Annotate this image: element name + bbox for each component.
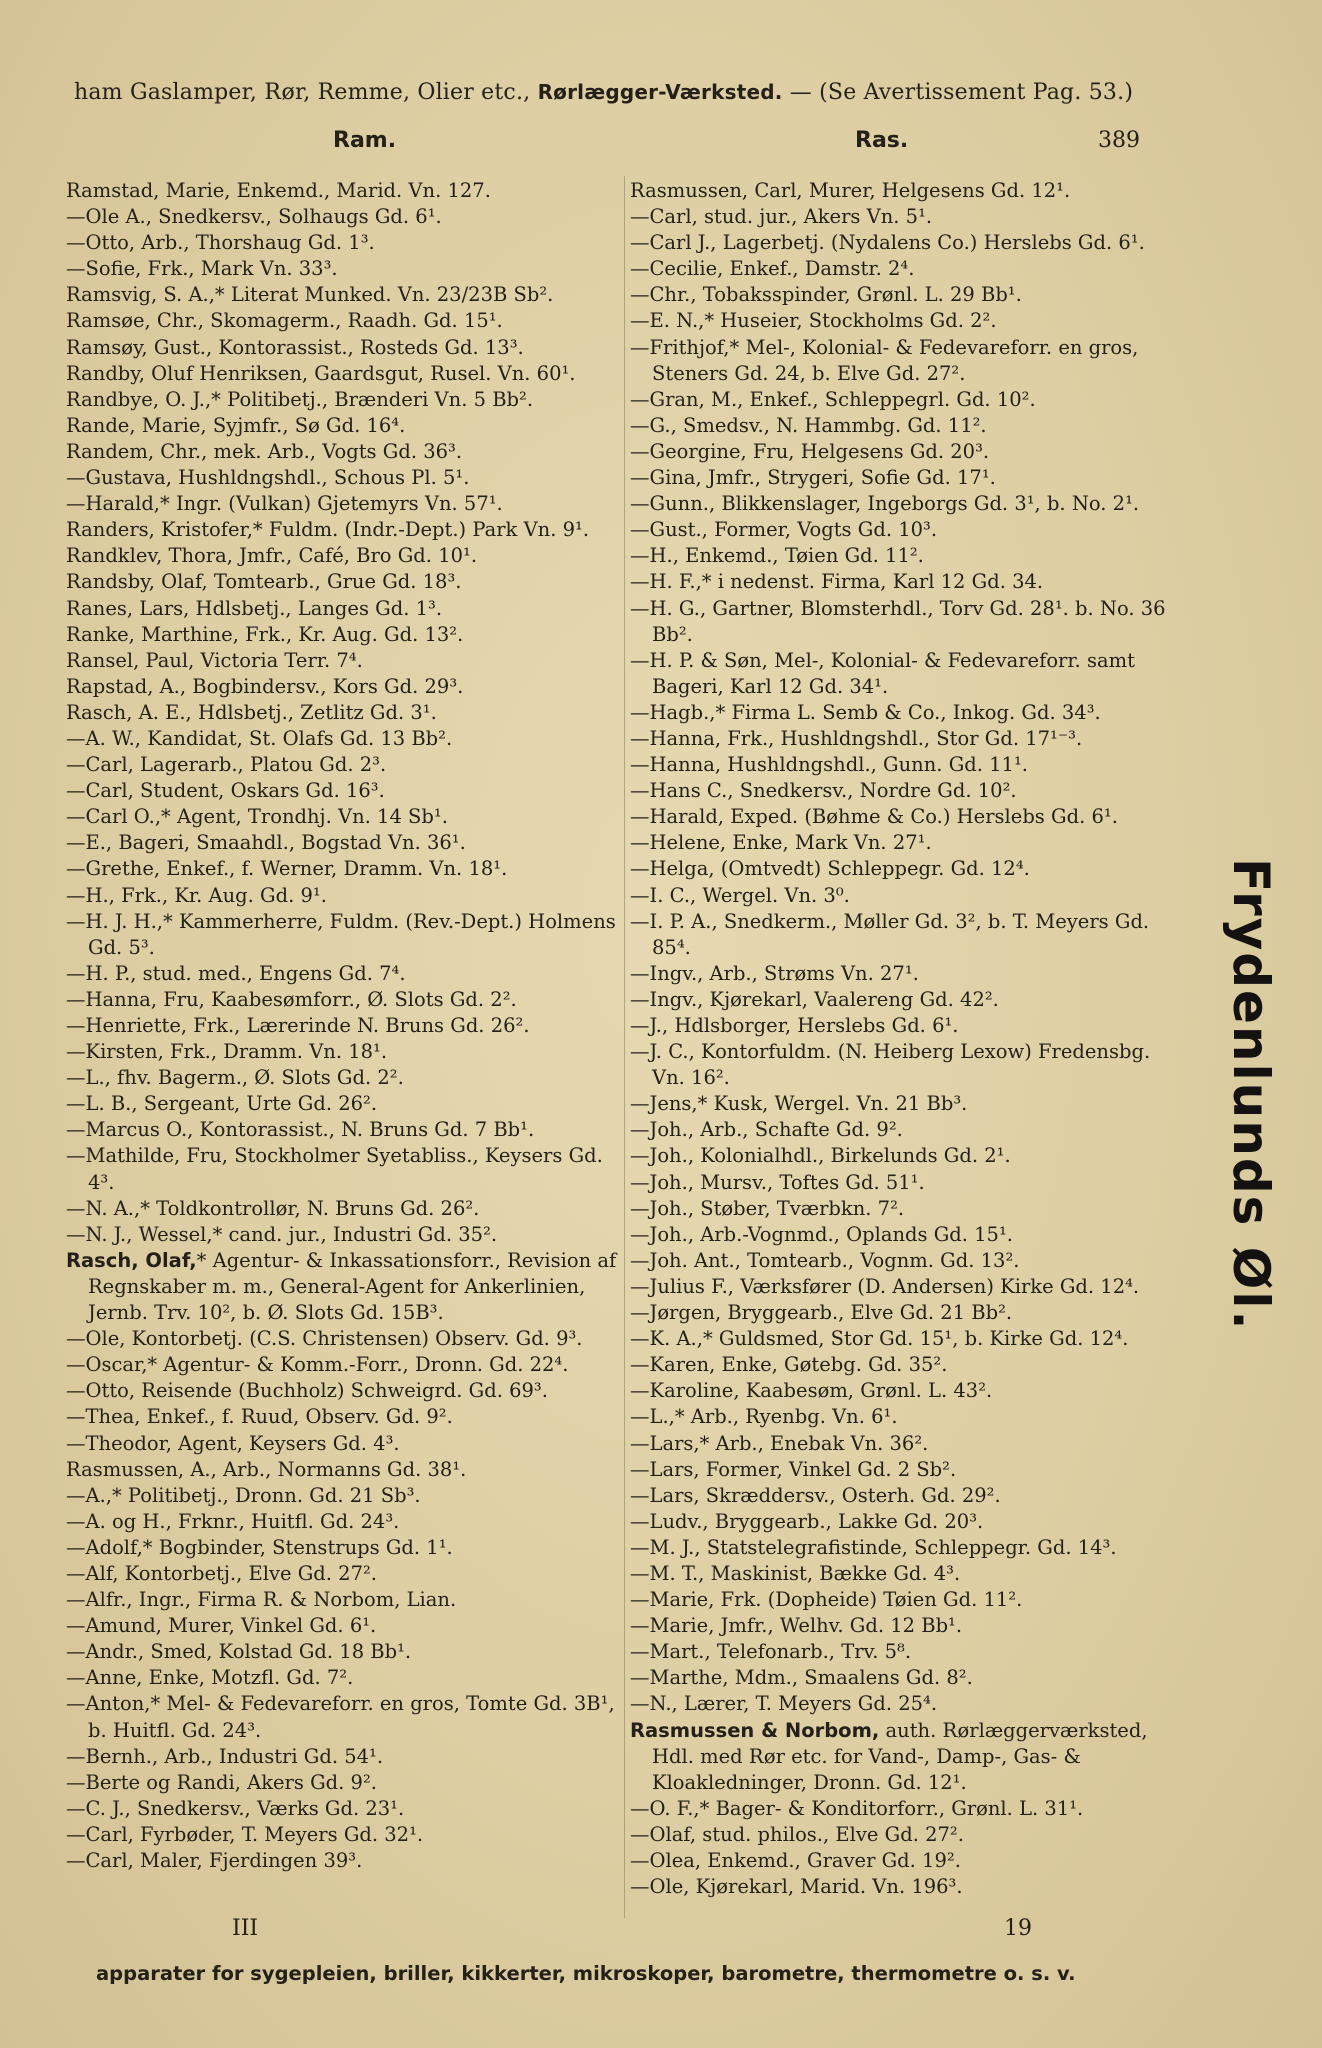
directory-entry: —Adolf,* Bogbinder, Stenstrups Gd. 1¹. <box>66 1535 453 1559</box>
directory-entry: —L., fhv. Bagerm., Ø. Slots Gd. 2². <box>66 1066 404 1090</box>
directory-entry: —Henriette, Frk., Lærerinde N. Bruns Gd. 26². <box>66 1014 530 1037</box>
directory-entry: —G., Smedsv., N. Hammbg. Gd. 11². <box>630 413 987 437</box>
directory-entry: —H. J. H.,* Kammerherre, Fuldm. (Rev.-Dept.) Holmens Gd. 5³. <box>66 909 616 959</box>
directory-entry: —Joh., Arb.-Vognmd., Oplands Gd. 15¹. <box>630 1222 1013 1246</box>
directory-entry: —A. W., Kandidat, St. Olafs Gd. 13 Bb². <box>66 726 453 750</box>
directory-entry: —Carl, Maler, Fjerdingen 39³. <box>66 1849 363 1872</box>
banner-bold: Rørlægger-Værksted. <box>537 80 783 104</box>
directory-entry: —Gust., Former, Vogts Gd. 10³. <box>630 518 938 542</box>
footer-right: 19 <box>1004 1916 1032 1941</box>
directory-entry: —Sofie, Frk., Mark Vn. 33³. <box>66 257 338 281</box>
directory-entry: —Helga, (Omtvedt) Schleppegr. Gd. 12⁴. <box>630 857 1030 881</box>
directory-entry: —H. F.,* i nedenst. Firma, Karl 12 Gd. 34. <box>630 570 1044 594</box>
directory-entry: Randem, Chr., mek. Arb., Vogts Gd. 36³. <box>66 439 463 463</box>
directory-entry: —Lars, Skræddersv., Osterh. Gd. 29². <box>630 1483 1001 1507</box>
directory-entry: —N. A.,* Toldkontrollør, N. Bruns Gd. 26². <box>66 1196 480 1220</box>
directory-entry: —C. J., Snedkersv., Værks Gd. 23¹. <box>66 1796 405 1820</box>
directory-entry: —Hanna, Frk., Hushldngshdl., Stor Gd. 17¹⁻³. <box>630 726 1083 750</box>
directory-entry: Ransel, Paul, Victoria Terr. 7⁴. <box>66 648 363 672</box>
directory-entry: Ramstad, Marie, Enkemd., Marid. Vn. 127. <box>66 179 491 202</box>
directory-entry: —L.,* Arb., Ryenbg. Vn. 6¹. <box>630 1405 898 1429</box>
directory-entry: —Jens,* Kusk, Wergel. Vn. 21 Bb³. <box>630 1092 968 1116</box>
directory-entry: —Hanna, Fru, Kaabesømforr., Ø. Slots Gd. 2². <box>66 987 517 1011</box>
directory-entry: —Anne, Enke, Motzfl. Gd. 7². <box>66 1666 354 1690</box>
directory-entry: —Carl O.,* Agent, Trondhj. Vn. 14 Sb¹. <box>66 805 448 829</box>
directory-entry: —H., Enkemd., Tøien Gd. 11². <box>630 544 924 568</box>
header-right-keyword: Ras. <box>855 128 909 153</box>
directory-entry: —Berte og Randi, Akers Gd. 9². <box>66 1770 377 1794</box>
directory-entry: Ramsøy, Gust., Kontorassist., Rosteds Gd. 13³. <box>66 335 524 359</box>
directory-entry: Rasmussen, A., Arb., Normanns Gd. 38¹. <box>66 1457 467 1481</box>
directory-entry: —Ole, Kontorbetj. (C.S. Christensen) Observ. Gd. 9³. <box>66 1327 583 1351</box>
directory-entry: Ramsvig, S. A.,* Literat Munked. Vn. 23/23B Sb². <box>66 283 554 307</box>
directory-entry: —Carl, stud. jur., Akers Vn. 5¹. <box>630 205 933 229</box>
directory-entry: —H., Frk., Kr. Aug. Gd. 9¹. <box>66 883 327 907</box>
directory-entry: Rande, Marie, Syjmfr., Sø Gd. 16⁴. <box>66 413 406 437</box>
directory-entry: Randklev, Thora, Jmfr., Café, Bro Gd. 10¹. <box>66 544 478 568</box>
directory-entry: —Alfr., Ingr., Firma R. & Norbom, Lian. <box>66 1588 457 1612</box>
directory-entry: —Cecilie, Enkef., Damstr. 2⁴. <box>630 257 915 281</box>
directory-entry: —Ludv., Bryggearb., Lakke Gd. 20³. <box>630 1509 984 1533</box>
directory-entry: —Mart., Telefonarb., Trv. 5⁸. <box>630 1640 912 1664</box>
directory-entry: —Kirsten, Frk., Dramm. Vn. 18¹. <box>66 1040 388 1064</box>
directory-entry: —Olaf, stud. philos., Elve Gd. 27². <box>630 1822 964 1846</box>
directory-entry: —Ole, Kjørekarl, Marid. Vn. 196³. <box>630 1875 963 1899</box>
directory-entry: —Karen, Enke, Gøtebg. Gd. 35². <box>630 1353 948 1377</box>
entry-text: auth. Rørlæggerværksted, Hdl. med Rør etc. for Vand-, Damp-, Gas- & Kloakledninger, Dronn. Gd. 12¹. <box>652 1718 1148 1794</box>
directory-entry: —N., Lærer, T. Meyers Gd. 25⁴. <box>630 1692 938 1716</box>
directory-entry: —N. J., Wessel,* cand. jur., Industri Gd. 35². <box>66 1222 498 1246</box>
directory-entry: Randsby, Olaf, Tomtearb., Grue Gd. 18³. <box>66 570 462 594</box>
directory-entry: —J., Hdlsborger, Herslebs Gd. 6¹. <box>630 1014 959 1037</box>
directory-entry: —Ingv., Kjørekarl, Vaalereng Gd. 42². <box>630 987 999 1011</box>
directory-entry: Rapstad, A., Bogbindersv., Kors Gd. 29³. <box>66 674 464 698</box>
directory-entry: —Ingv., Arb., Strøms Vn. 27¹. <box>630 961 919 985</box>
banner-prefix: ham Gaslamper, Rør, Remme, Olier etc., <box>74 80 531 105</box>
directory-entry: —Mathilde, Fru, Stockholmer Syetabliss., Keysers Gd. 4³. <box>66 1144 603 1194</box>
directory-entry: —Joh., Kolonialhdl., Birkelunds Gd. 2¹. <box>630 1144 1011 1168</box>
page-number: 389 <box>1098 128 1140 153</box>
directory-entry: —Hagb.,* Firma L. Semb & Co., Inkog. Gd. 34³. <box>630 700 1101 724</box>
side-advertisement: Frydenlunds Øl. <box>1222 858 1280 1332</box>
directory-entry: —J. C., Kontorfuldm. (N. Heiberg Lexow) Fredensbg. Vn. 16². <box>630 1040 1151 1090</box>
directory-entry: —Helene, Enke, Mark Vn. 27¹. <box>630 831 932 855</box>
directory-entry: —Andr., Smed, Kolstad Gd. 18 Bb¹. <box>66 1640 412 1664</box>
directory-entry-bold <box>66 1248 626 1326</box>
directory-entry: —Karoline, Kaabesøm, Grønl. L. 43². <box>630 1379 993 1403</box>
directory-entry: —K. A.,* Guldsmed, Stor Gd. 15¹, b. Kirke Gd. 12⁴. <box>630 1327 1129 1351</box>
directory-entry: —H. P. & Søn, Mel-, Kolonial- & Fedevareforr. samt Bageri, Karl 12 Gd. 34¹. <box>630 648 1135 698</box>
directory-entry: —Jørgen, Bryggearb., Elve Gd. 21 Bb². <box>630 1301 1013 1325</box>
entry-name: Rasmussen & Norbom, <box>630 1718 880 1742</box>
directory-entry: —M. J., Statstelegrafistinde, Schleppegr. Gd. 14³. <box>630 1535 1117 1559</box>
directory-entry: —H. P., stud. med., Engens Gd. 7⁴. <box>66 961 406 985</box>
directory-entry: —Thea, Enkef., f. Ruud, Observ. Gd. 9². <box>66 1405 453 1429</box>
directory-entry: —Carl, Fyrbøder, T. Meyers Gd. 32¹. <box>66 1822 424 1846</box>
directory-entry: —Joh., Støber, Tværbkn. 7². <box>630 1196 905 1220</box>
directory-entry: —L. B., Sergeant, Urte Gd. 26². <box>66 1092 378 1116</box>
directory-entry: —Marcus O., Kontorassist., N. Bruns Gd. 7 Bb¹. <box>66 1118 535 1142</box>
directory-entry: —A. og H., Frknr., Huitfl. Gd. 24³. <box>66 1509 400 1533</box>
directory-entry: —Marthe, Mdm., Smaalens Gd. 8². <box>630 1666 973 1690</box>
right-column <box>630 178 1182 1900</box>
column-divider <box>624 176 625 1918</box>
directory-entry: Rasmussen, Carl, Murer, Helgesens Gd. 12¹. <box>630 179 1071 202</box>
directory-entry: —Grethe, Enkef., f. Werner, Dramm. Vn. 18¹. <box>66 857 508 881</box>
directory-entry: —Hanna, Hushldngshdl., Gunn. Gd. 11¹. <box>630 753 1028 777</box>
directory-entry: —Frithjof,* Mel-, Kolonial- & Fedevareforr. en gros, Steners Gd. 24, b. Elve Gd. 27². <box>630 335 1139 385</box>
directory-entry: —Marie, Frk. (Dopheide) Tøien Gd. 11². <box>630 1588 1023 1612</box>
directory-entry-bold <box>630 1718 1182 1796</box>
directory-entry: —E., Bageri, Smaahdl., Bogstad Vn. 36¹. <box>66 831 466 855</box>
header-left-keyword: Ram. <box>333 128 397 153</box>
entry-name: Rasch, Olaf, <box>66 1248 197 1272</box>
directory-entry: —M. T., Maskinist, Bække Gd. 4³. <box>630 1561 961 1585</box>
directory-entry: —Carl, Student, Oskars Gd. 16³. <box>66 779 385 803</box>
directory-entry: —Joh. Ant., Tomtearb., Vognm. Gd. 13². <box>630 1248 1020 1272</box>
footer-left: III <box>232 1916 259 1941</box>
directory-entry: —I. C., Wergel. Vn. 3⁰. <box>630 883 850 907</box>
directory-entry: —Georgine, Fru, Helgesens Gd. 20³. <box>630 439 990 463</box>
directory-entry: —Lars,* Arb., Enebak Vn. 36². <box>630 1431 929 1455</box>
directory-entry: —Theodor, Agent, Keysers Gd. 4³. <box>66 1431 400 1455</box>
directory-entry: Randbye, O. J.,* Politibetj., Brænderi Vn. 5 Bb². <box>66 387 534 411</box>
directory-entry: Randers, Kristofer,* Fuldm. (Indr.-Dept.) Park Vn. 9¹. <box>66 518 590 542</box>
directory-entry: —Carl, Lagerarb., Platou Gd. 2³. <box>66 753 387 777</box>
directory-entry: Rasch, A. E., Hdlsbetj., Zetlitz Gd. 3¹. <box>66 700 437 724</box>
directory-entry: —Harald,* Ingr. (Vulkan) Gjetemyrs Vn. 57¹. <box>66 492 503 516</box>
directory-entry: —Gran, M., Enkef., Schleppegrl. Gd. 10². <box>630 387 1036 411</box>
directory-entry: —I. P. A., Snedkerm., Møller Gd. 3², b. T. Meyers Gd. 85⁴. <box>630 909 1150 959</box>
directory-entry: —Hans C., Snedkersv., Nordre Gd. 10². <box>630 779 1017 803</box>
directory-entry: —Carl J., Lagerbetj. (Nydalens Co.) Herslebs Gd. 6¹. <box>630 231 1145 255</box>
directory-entry: Ranke, Marthine, Frk., Kr. Aug. Gd. 13². <box>66 622 464 646</box>
directory-entry: —Marie, Jmfr., Welhv. Gd. 12 Bb¹. <box>630 1614 963 1638</box>
entry-text: * Agentur- & Inkassationsforr., Revision af Regnskaber m. m., General-Agent for Ankerlinien, Jernb. Trv. 10², b. Ø. Slots Gd. 15B³. <box>88 1248 617 1325</box>
directory-entry: —Amund, Murer, Vinkel Gd. 6¹. <box>66 1614 377 1638</box>
directory-entry: —Oscar,* Agentur- & Komm.-Forr., Dronn. Gd. 22⁴. <box>66 1353 569 1377</box>
directory-entry: —Gunn., Blikkenslager, Ingeborgs Gd. 3¹, b. No. 2¹. <box>630 492 1140 516</box>
directory-entry: —Alf, Kontorbetj., Elve Gd. 27². <box>66 1561 377 1585</box>
banner-suffix: — (Se Avertissement Pag. 53.) <box>789 80 1134 105</box>
directory-entry: —Bernh., Arb., Industri Gd. 54¹. <box>66 1744 384 1768</box>
directory-entry: —Joh., Mursv., Toftes Gd. 51¹. <box>630 1170 925 1194</box>
directory-entry: —Ole A., Snedkersv., Solhaugs Gd. 6¹. <box>66 205 442 229</box>
directory-entry: —Harald, Exped. (Bøhme & Co.) Herslebs Gd. 6¹. <box>630 805 1118 829</box>
directory-entry: Ramsøe, Chr., Skomagerm., Raadh. Gd. 15¹. <box>66 309 503 333</box>
directory-entry: —Gustava, Hushldngshdl., Schous Pl. 5¹. <box>66 466 470 490</box>
bottom-advertisement-banner: apparater for sygepleien, briller, kikkerter, mikroskoper, barometre, thermometre o. s. v. <box>96 1962 1076 1985</box>
left-column <box>66 178 626 1874</box>
directory-entry: —Olea, Enkemd., Graver Gd. 19². <box>630 1849 961 1872</box>
directory-entry: Ranes, Lars, Hdlsbetj., Langes Gd. 1³. <box>66 596 443 620</box>
directory-entry: —Julius F., Værksfører (D. Andersen) Kirke Gd. 12⁴. <box>630 1274 1140 1298</box>
directory-entry: —Anton,* Mel- & Fedevareforr. en gros, Tomte Gd. 3B¹, b. Huitfl. Gd. 24³. <box>66 1692 615 1742</box>
directory-entry: Randby, Oluf Henriksen, Gaardsgut, Rusel. Vn. 60¹. <box>66 361 576 385</box>
top-advertisement-banner <box>74 80 1184 105</box>
directory-entry: —O. F.,* Bager- & Konditorforr., Grønl. L. 31¹. <box>630 1796 1084 1820</box>
directory-entry: —Gina, Jmfr., Strygeri, Sofie Gd. 17¹. <box>630 466 996 490</box>
directory-entry: —Otto, Reisende (Buchholz) Schweigrd. Gd. 69³. <box>66 1379 548 1403</box>
directory-entry: —H. G., Gartner, Blomsterhdl., Torv Gd. 28¹. b. No. 36 Bb². <box>630 596 1166 646</box>
directory-entry: —A.,* Politibetj., Dronn. Gd. 21 Sb³. <box>66 1483 421 1507</box>
directory-entry: —E. N.,* Huseier, Stockholms Gd. 2². <box>630 309 997 333</box>
directory-entry: —Otto, Arb., Thorshaug Gd. 1³. <box>66 231 375 255</box>
directory-entry: —Lars, Former, Vinkel Gd. 2 Sb². <box>630 1457 957 1481</box>
directory-entry: —Chr., Tobaksspinder, Grønl. L. 29 Bb¹. <box>630 283 1022 307</box>
directory-entry: —Joh., Arb., Schafte Gd. 9². <box>630 1118 903 1142</box>
